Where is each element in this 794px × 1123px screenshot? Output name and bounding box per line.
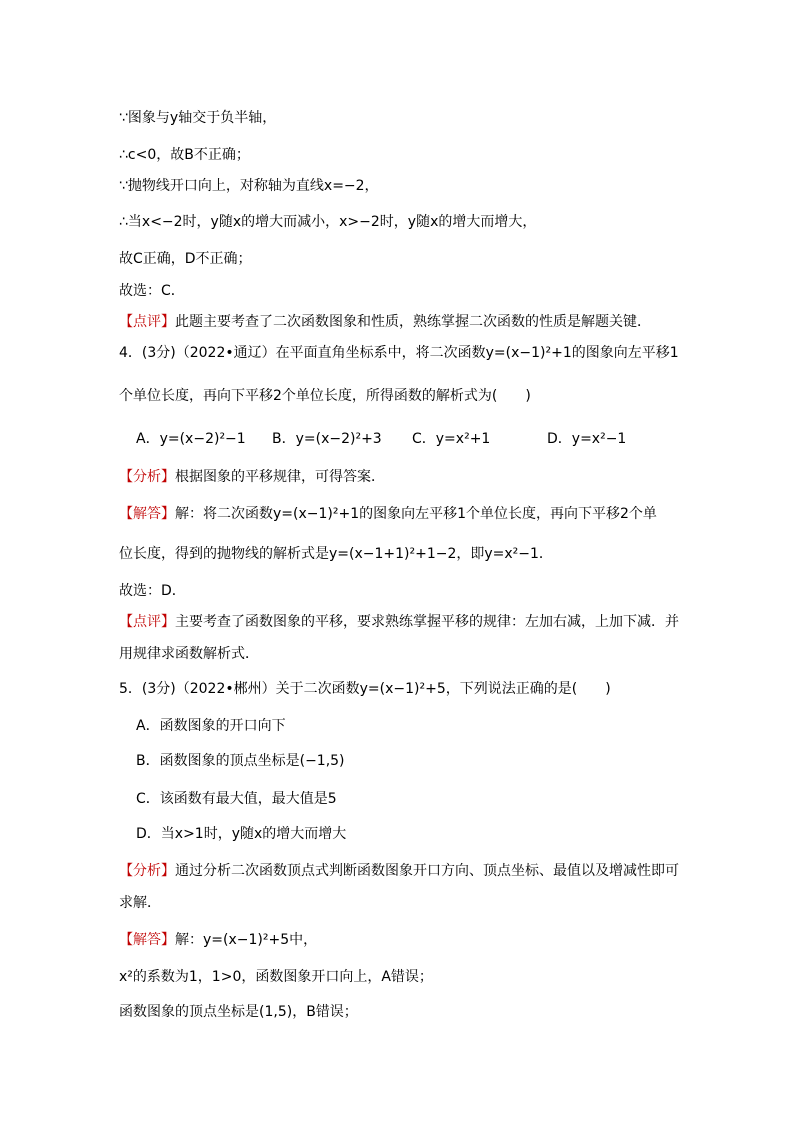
q4-analysis: [119, 468, 385, 486]
q4-answer-line-2: 位长度，得到的抛物线的解析式是y=(x−1+1)²+1−2，即y=x²−1．: [119, 546, 553, 562]
answer-tag: 【解答】: [119, 932, 175, 948]
line-03: ∵抛物线开口向上，对称轴为直线x=−2，: [119, 178, 379, 194]
comment-tag: 【点评】: [119, 614, 175, 630]
line-04: ∴当x<−2时，y随x的增大而减小，x>−2时，y随x的增大而增大，: [119, 214, 537, 230]
answer-text: 解：y=(x−1)²+5中，: [175, 932, 318, 948]
analysis-tag: 【分析】: [119, 469, 175, 485]
question-5-line-1: 5．(3分)（2022•郴州）关于二次函数y=(x−1)²+5，下列说法正确的是( ): [119, 681, 611, 697]
q4-comment-line-2: 用规律求函数解析式．: [119, 646, 259, 662]
q4-comment-line-1: [119, 613, 679, 631]
question-4-line-1: 4．(3分)（2022•通辽）在平面直角坐标系中，将二次函数y=(x−1)²+1的图象向左平移1: [119, 345, 679, 361]
comment-tag: 【点评】: [119, 314, 175, 330]
q4-choice: 故选：D．: [119, 583, 186, 599]
q4-answer-line-1: [119, 505, 657, 523]
line-06: 故选：C．: [119, 283, 185, 299]
line-01: ∵图象与y轴交于负半轴，: [119, 110, 277, 126]
q5-option-d: D．当x>1时，y随x的增大而增大: [136, 826, 347, 842]
comment-text: 主要考查了函数图象的平移，要求熟练掌握平移的规律：左加右减，上加下减．并: [175, 614, 679, 630]
comment-text: 此题主要考查了二次函数图象和性质，熟练掌握二次函数的性质是解题关键．: [175, 314, 651, 330]
analysis-text: 根据图象的平移规律，可得答案．: [175, 469, 385, 485]
analysis-tag: 【分析】: [119, 863, 175, 879]
q5-option-a: A．函数图象的开口向下: [136, 718, 286, 734]
q4-option-a: A．y=(x−2)²−1: [136, 431, 246, 447]
analysis-text: 通过分析二次函数顶点式判断函数图象开口方向、顶点坐标、最值以及增减性即可: [175, 863, 679, 879]
q4-option-d: D．y=x²−1: [547, 431, 627, 447]
q5-analysis-line-1: [119, 862, 679, 880]
q5-option-b: B．函数图象的顶点坐标是(−1,5): [136, 753, 345, 769]
q5-option-c: C．该函数有最大值，最大值是5: [136, 791, 337, 807]
line-02: ∴c<0，故B不正确；: [119, 147, 250, 163]
line-05: 故C正确，D不正确；: [119, 251, 252, 267]
q4-option-c: C．y=x²+1: [412, 431, 491, 447]
comment-line: [119, 313, 651, 331]
q4-option-b: B．y=(x−2)²+3: [272, 431, 382, 447]
q5-answer-line-1: [119, 931, 317, 949]
answer-tag: 【解答】: [119, 506, 175, 522]
q5-answer-line-3: 函数图象的顶点坐标是(1,5)，B错误；: [119, 1004, 358, 1020]
question-4-line-2: 个单位长度，再向下平移2个单位长度，所得函数的解析式为( ): [119, 388, 531, 404]
q5-analysis-line-2: 求解．: [119, 895, 161, 911]
answer-text: 解：将二次函数y=(x−1)²+1的图象向左平移1个单位长度，再向下平移2个单: [175, 506, 657, 522]
q5-answer-line-2: x²的系数为1，1>0，函数图象开口向上，A错误；: [119, 969, 433, 985]
